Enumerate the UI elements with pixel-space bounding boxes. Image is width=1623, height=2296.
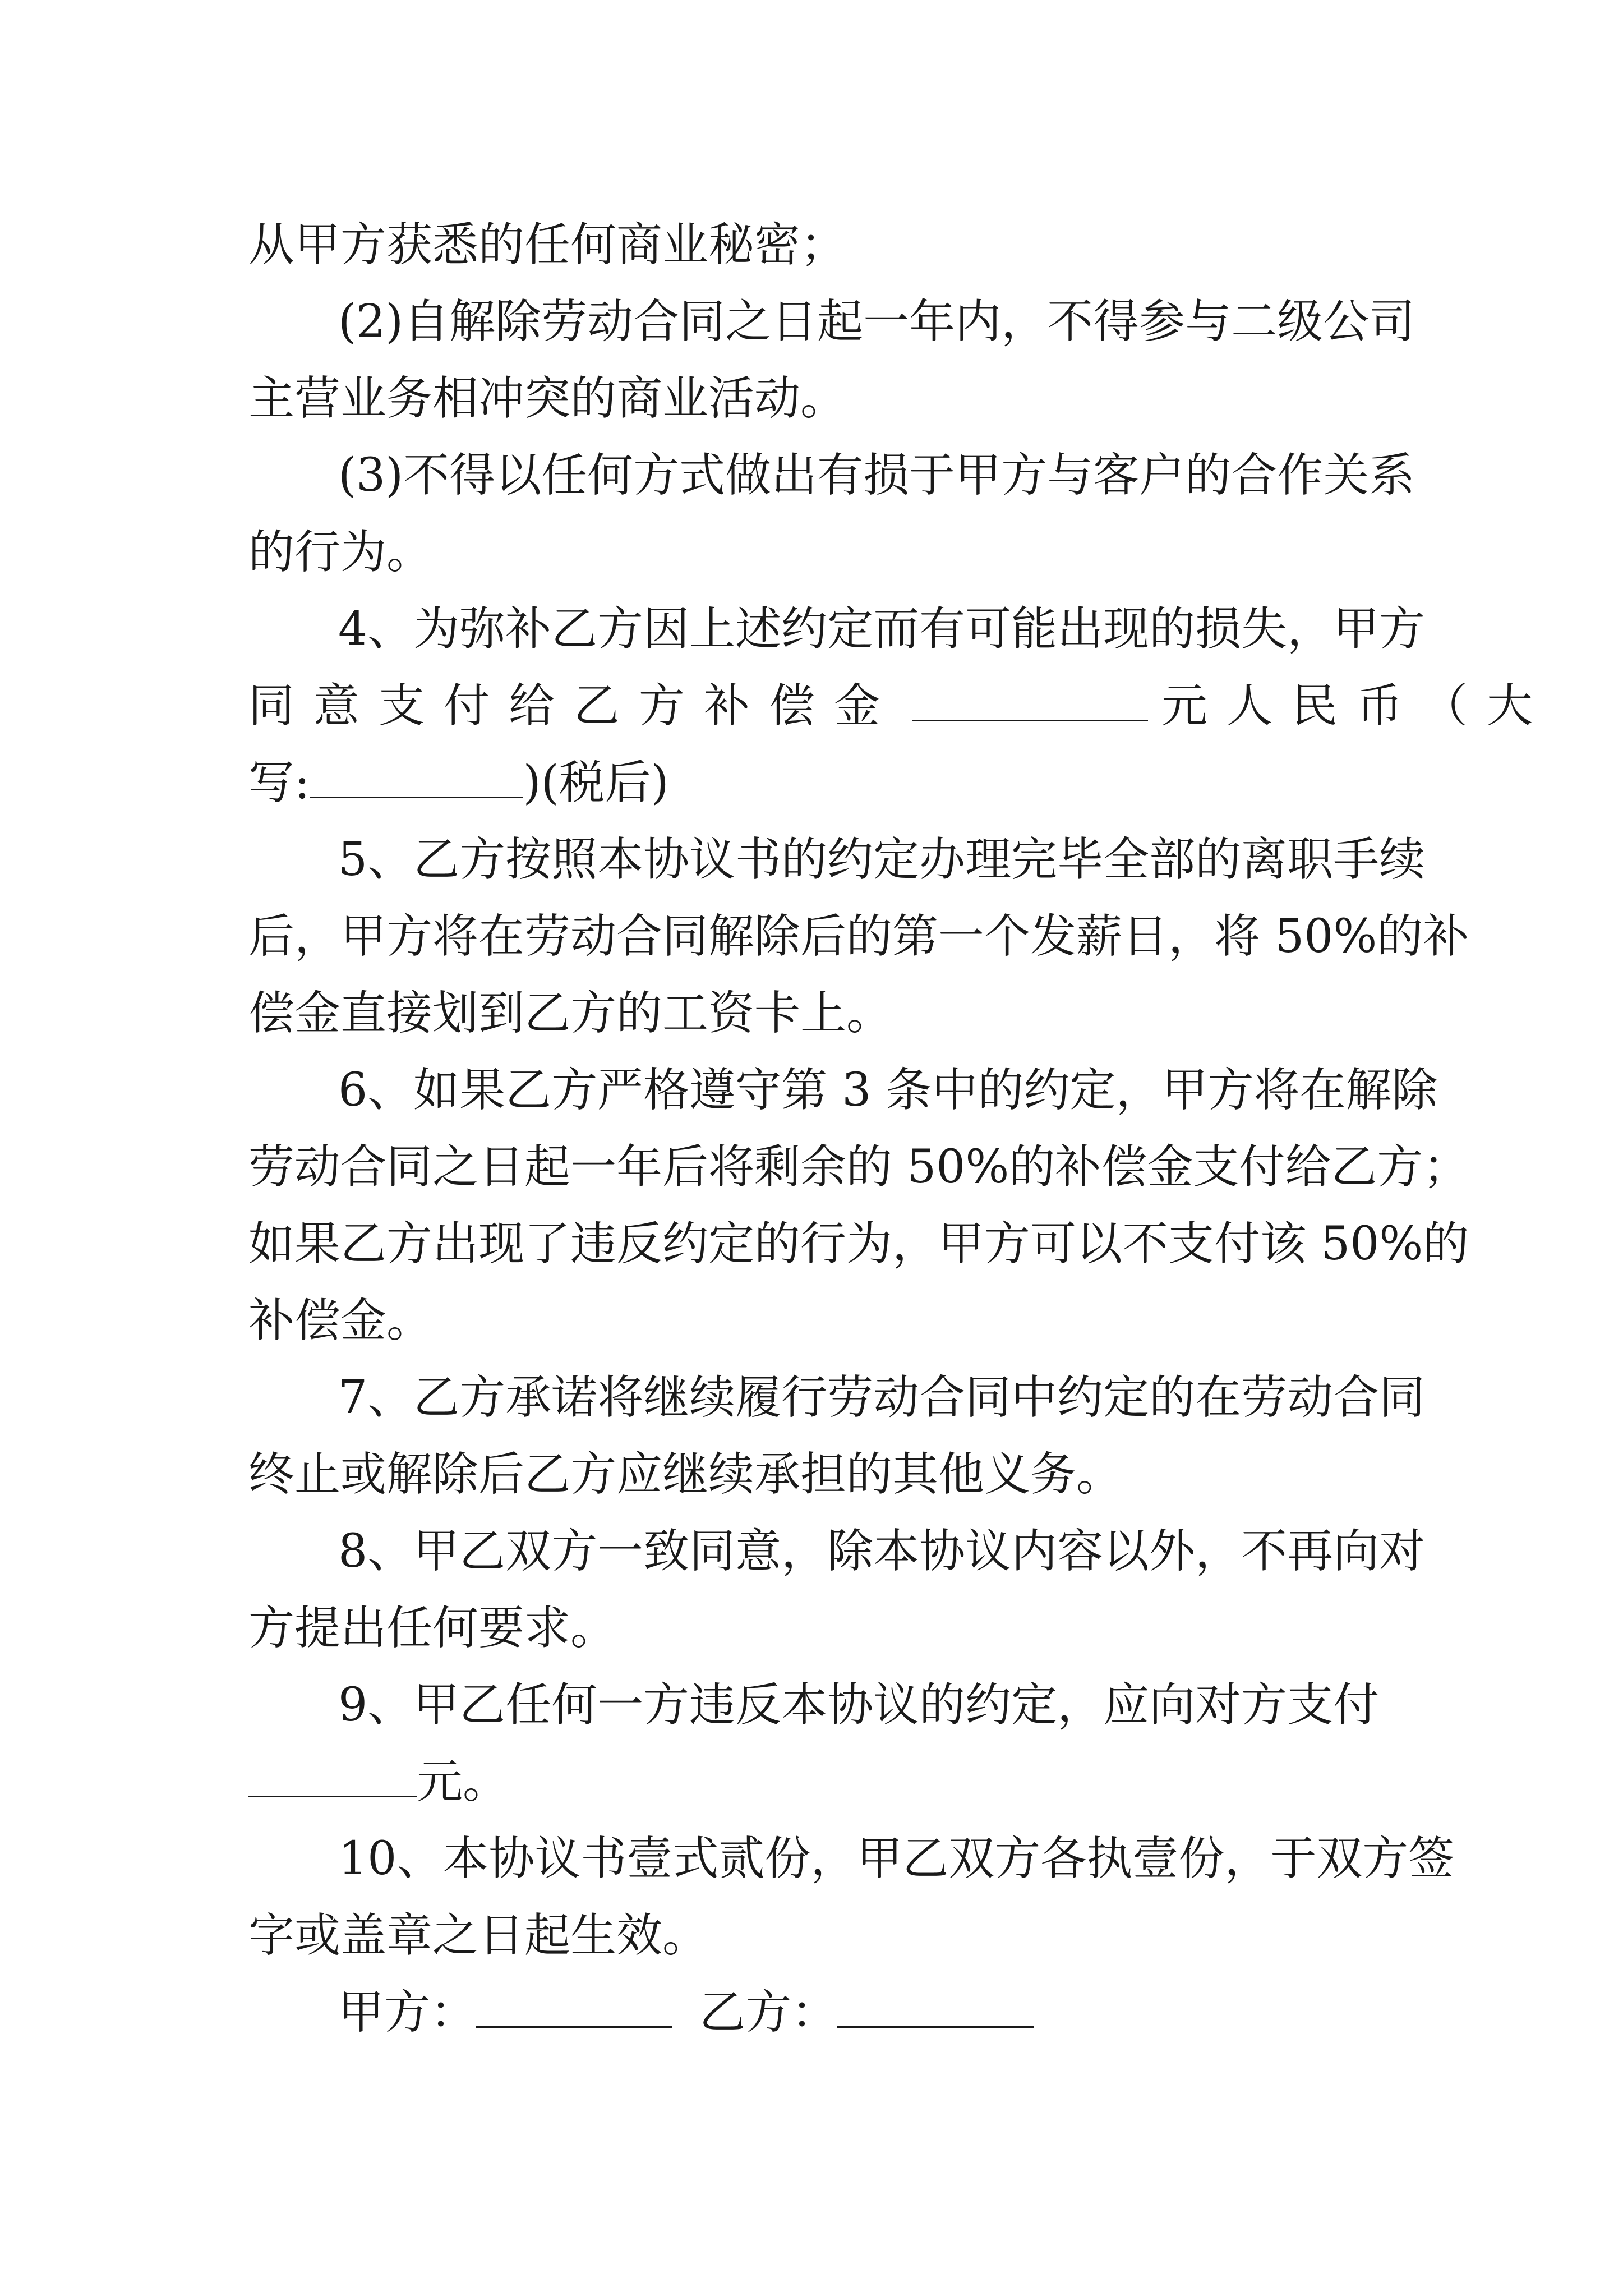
party-b-label: 乙方： — [699, 1986, 838, 2039]
text-line: 8、甲乙双方一致同意，除本协议内容以外，不再向对 — [338, 1525, 1426, 1578]
party-a-label: 甲方： — [338, 1986, 477, 2039]
capitalized-amount-blank — [310, 755, 523, 798]
text-segment: 元。 — [417, 1755, 509, 1809]
text-line: 9、甲乙任何一方违反本协议的约定，应向对方支付 — [338, 1678, 1380, 1732]
text-line: 如果乙方出现了违反约定的行为，甲方可以不支付该 50%的 — [248, 1217, 1469, 1271]
party-a-signature-blank — [476, 1985, 672, 2028]
compensation-amount-blank — [912, 678, 1148, 721]
text-line: 方提出任何要求。 — [248, 1602, 617, 1655]
text-line: (3)不得以任何方式做出有损于甲方与客户的合作关系 — [338, 449, 1415, 502]
text-line: 6、如果乙方严格遵守第 3 条中的约定，甲方将在解除 — [338, 1064, 1438, 1117]
text-line: 7、乙方承诺将继续履行劳动合同中约定的在劳动合同 — [338, 1371, 1426, 1424]
signature-line — [248, 1974, 1376, 2051]
text-segment: 同意支付给乙方补偿金 — [248, 679, 900, 733]
penalty-amount-line — [248, 1743, 1376, 1820]
text-line: (2)自解除劳动合同之日起一年内，不得参与二级公司 — [338, 295, 1415, 348]
text-segment: 写: — [248, 756, 310, 809]
party-b-signature-blank — [837, 1985, 1034, 2028]
text-line: 的行为。 — [248, 526, 433, 579]
text-segment: 元人民币（大 — [1161, 679, 1552, 733]
capitalized-amount-line — [248, 744, 1376, 821]
text-line: 5、乙方按照本协议书的约定办理完毕全部的离职手续 — [338, 833, 1426, 886]
text-segment: )(税后) — [523, 756, 669, 809]
text-line: 从甲方获悉的任何商业秘密； — [248, 218, 847, 272]
text-line: 后，甲方将在劳动合同解除后的第一个发薪日，将 50%的补 — [248, 910, 1469, 963]
text-line: 劳动合同之日起一年后将剩余的 50%的补偿金支付给乙方； — [248, 1140, 1469, 1194]
text-line: 补偿金。 — [248, 1294, 433, 1347]
compensation-line — [248, 668, 1552, 744]
text-line: 终止或解除后乙方应继续承担的其他义务。 — [248, 1448, 1123, 1501]
text-line: 偿金直接划到乙方的工资卡上。 — [248, 987, 893, 1040]
document-body — [248, 206, 1552, 2051]
text-line: 字或盖章之日起生效。 — [248, 1909, 709, 1962]
text-line: 4、为弥补乙方因上述约定而有可能出现的损失，甲方 — [338, 602, 1426, 656]
text-line: 10、本协议书壹式贰份，甲乙双方各执壹份，于双方签 — [338, 1832, 1455, 1885]
text-line: 主营业务相冲突的商业活动。 — [248, 372, 847, 425]
penalty-amount-blank — [248, 1754, 417, 1797]
